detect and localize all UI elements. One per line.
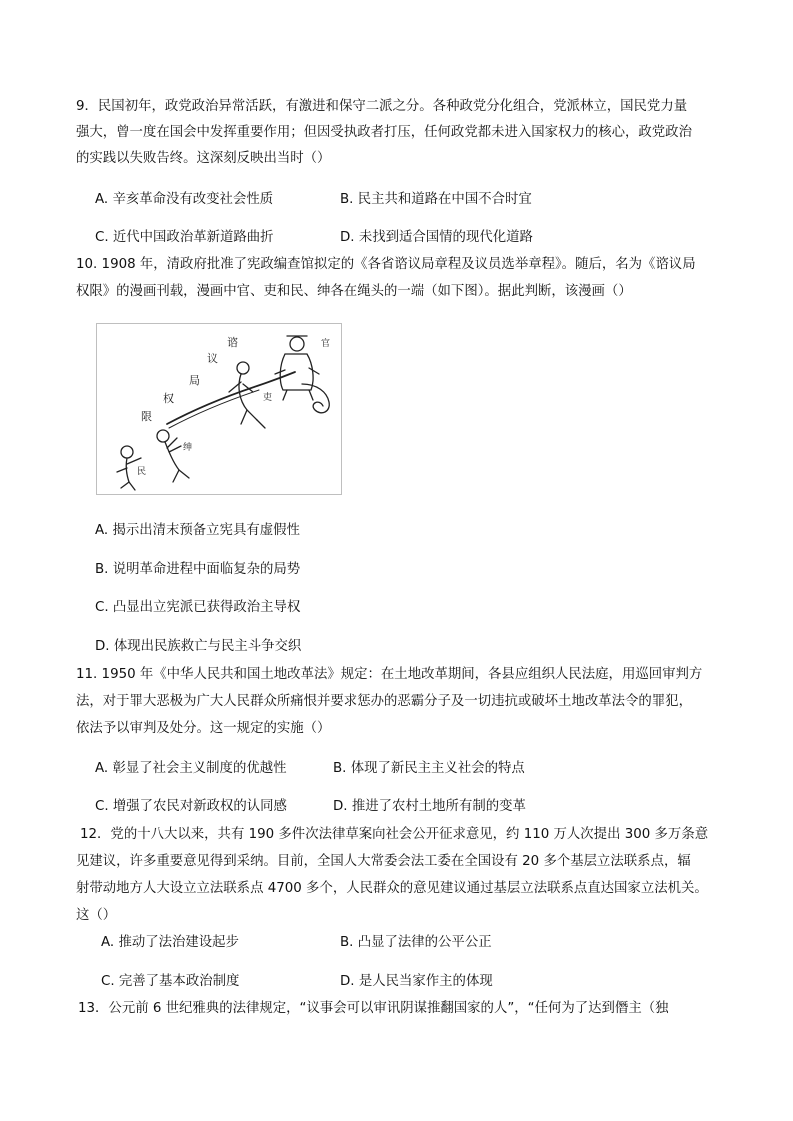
cartoon-image	[96, 323, 342, 495]
q9-option-d[interactable]: D. 未找到适合国情的现代化道路	[340, 230, 533, 245]
q9-option-c[interactable]: C. 近代中国政治革新道路曲折	[95, 230, 274, 245]
cartoon-label-5: 限	[141, 410, 152, 423]
cartoon-drawing	[97, 324, 343, 496]
cartoon-label-commoner: 民	[137, 467, 147, 477]
q10-option-a[interactable]: A. 揭示出清末预备立宪具有虚假性	[95, 523, 300, 538]
q10-line-1: 10. 1908 年，清政府批准了宪政编查馆拟定的《各省谘议局章程及议员选举章程》。随后，名为《谘议局	[76, 257, 696, 272]
q11-line-1: 11. 1950 年《中华人民共和国土地改革法》规定：在土地改革期间，各县应组织人民法庭，用巡回审判方	[76, 667, 703, 682]
q11-line-2: 法，对于罪大恶极为广大人民群众所痛恨并要求惩办的恶霸分子及一切违抗或破坏土地改革法令的罪犯，	[76, 694, 692, 709]
q11-option-b[interactable]: B. 体现了新民主主义社会的特点	[333, 761, 525, 776]
cartoon-label-4: 权	[163, 392, 174, 405]
q11-option-d[interactable]: D. 推进了农村土地所有制的变革	[333, 799, 526, 814]
q9-option-a[interactable]: A. 辛亥革命没有改变社会性质	[95, 192, 274, 207]
cartoon-label-official: 官	[321, 339, 331, 349]
q12-option-a[interactable]: A. 推动了法治建设起步	[101, 935, 239, 950]
q13-line-1: 13．公元前 6 世纪雅典的法律规定，“议事会可以审讯阴谋推翻国家的人”，“任何为了达到僭主（独	[78, 1001, 669, 1016]
q10-option-b[interactable]: B. 说明革命进程中面临复杂的局势	[95, 562, 301, 577]
cartoon-label-1: 谘	[227, 336, 238, 349]
q9-line-1: 9．民国初年，政党政治异常活跃，有激进和保守二派之分。各种政党分化组合，党派林立，国民党力量	[76, 99, 688, 114]
cartoon-label-2: 议	[207, 352, 218, 365]
q10-option-c[interactable]: C. 凸显出立宪派已获得政治主导权	[95, 600, 301, 615]
q10-option-d[interactable]: D. 体现出民族救亡与民主斗争交织	[95, 639, 302, 654]
q12-line-3: 射带动地方人大设立立法联系点 4700 多个，人民群众的意见建议通过基层立法联系点直达国家立法机关。	[76, 881, 708, 896]
q9-line-2: 强大，曾一度在国会中发挥重要作用；但因受执政者打压，任何政党都未进入国家权力的核心，政党政治	[76, 125, 692, 140]
q12-option-d[interactable]: D. 是人民当家作主的体现	[340, 974, 493, 989]
q11-option-a[interactable]: A. 彰显了社会主义制度的优越性	[95, 761, 287, 776]
q12-line-2: 见建议，许多重要意见得到采纳。目前，全国人大常委会法工委在全国设有 20 多个基层立法联系点，辐	[76, 854, 691, 869]
cartoon-label-gentry: 绅	[183, 443, 193, 453]
q10-line-2: 权限》的漫画刊载，漫画中官、吏和民、绅各在绳头的一端（如下图）。据此判断，该漫画（）	[76, 284, 632, 299]
q9-line-3: 的实践以失败告终。这深刻反映出当时（）	[76, 151, 331, 166]
q9-option-b[interactable]: B. 民主共和道路在中国不合时宜	[340, 192, 532, 207]
cartoon-label-clerk: 吏	[263, 393, 273, 403]
q12-option-c[interactable]: C. 完善了基本政治制度	[101, 974, 240, 989]
q11-option-c[interactable]: C. 增强了农民对新政权的认同感	[95, 799, 287, 814]
q11-line-3: 依法予以审判及处分。这一规定的实施（）	[76, 721, 331, 736]
q12-option-b[interactable]: B. 凸显了法律的公平公正	[340, 935, 492, 950]
q12-line-1: 12．党的十八大以来，共有 190 多件次法律草案向社会公开征求意见，约 110 万人次提出 300 多万条意	[80, 827, 709, 842]
cartoon-label-3: 局	[189, 374, 200, 387]
q12-line-4: 这（）	[76, 908, 117, 923]
